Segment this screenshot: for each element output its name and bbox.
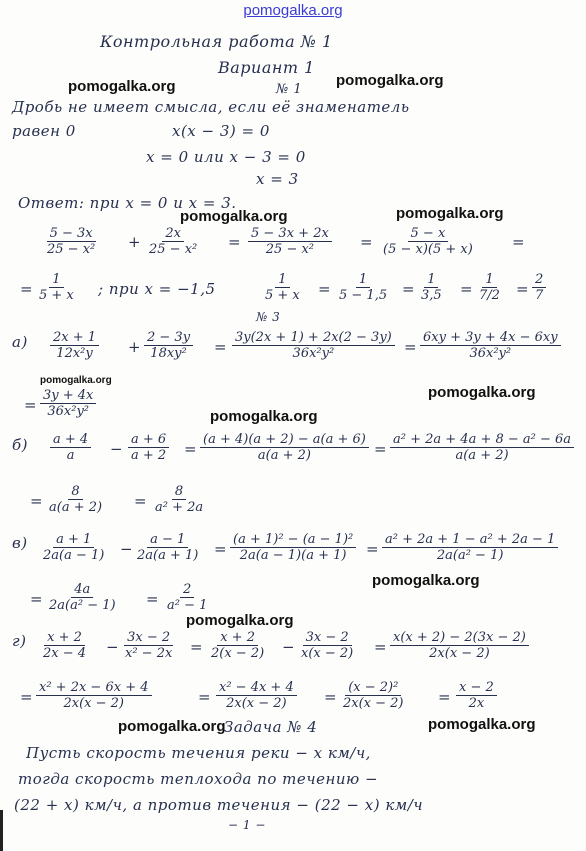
equals-sign: =	[460, 280, 473, 298]
task4-title: Задача № 4	[224, 718, 318, 736]
equals-sign: =	[214, 540, 227, 558]
watermark: pomogalka.org	[186, 612, 294, 629]
task1-line: равен 0	[12, 122, 76, 140]
equals-sign: =	[24, 396, 37, 414]
equals-sign: =	[374, 638, 387, 656]
equals-sign: =	[30, 492, 43, 510]
fraction: $\frac{3y + 4x}{\text{36x²y²}}$	[40, 388, 96, 419]
page-title: Контрольная работа № 1	[100, 32, 333, 51]
fraction: $\frac{1}{5 + x}$	[265, 272, 300, 303]
plus-sign: +	[128, 233, 141, 251]
fraction: $\frac{a - 1}{2a(a + 1)}$	[137, 532, 199, 563]
equals-sign: =	[20, 688, 33, 706]
minus-sign: −	[120, 540, 133, 558]
plus-sign: +	[128, 338, 141, 356]
fraction: $\frac{2}{\text{a² − 1}}$	[167, 582, 208, 613]
equals-sign: =	[404, 338, 417, 356]
equals-sign: =	[318, 280, 331, 298]
equals-sign: =	[30, 590, 43, 608]
minus-sign: −	[110, 440, 123, 458]
fraction: $\frac{6xy + 3y + 4x - 6xy}{\text{36x²y²}}$	[420, 330, 561, 361]
task1-equation: x = 0 или x − 3 = 0	[146, 148, 306, 166]
watermark: pomogalka.org	[210, 408, 318, 425]
watermark: pomogalka.org	[180, 208, 288, 225]
item-tag: г)	[12, 632, 27, 650]
page-number: − 1 −	[228, 818, 266, 832]
task1-equation: x(x − 3) = 0	[172, 122, 270, 140]
task1-equation: x = 3	[256, 170, 299, 188]
page-edge-mark	[0, 810, 3, 851]
fraction: $\frac{8}{\text{a² + 2a}}$	[155, 484, 204, 515]
watermark: pomogalka.org	[118, 718, 226, 735]
equals-sign: =	[360, 233, 373, 251]
fraction: $\frac{\text{(a + 1)² − (a − 1)²}}{2a(a - 1)(a + 1)}$	[230, 532, 356, 563]
item-tag: в)	[12, 534, 28, 552]
substitution-text: ; при x = −1,5	[98, 280, 216, 298]
equals-sign: =	[184, 440, 197, 458]
fraction: $\frac{5 - x}{(5 - x)(5 + x)}$	[383, 226, 473, 257]
equals-sign: =	[214, 338, 227, 356]
task-number: № 1	[276, 82, 303, 97]
item-tag: а)	[12, 333, 28, 351]
equals-sign: =	[366, 540, 379, 558]
fraction: $\frac{2 - 3y}{\text{18xy²}}$	[144, 330, 193, 361]
watermark: pomogalka.org	[336, 72, 444, 89]
fraction: $\frac{x + 2}{2(x - 2)}$	[211, 630, 265, 661]
task4-line: Пусть скорость течения реки − x км/ч,	[26, 744, 371, 762]
fraction: $\frac{\text{x² − 4x + 4}}{2x(x - 2)}$	[216, 680, 297, 711]
fraction: $\frac{5 - 3x + 2x}{\text{25 − x²}}$	[248, 226, 332, 257]
watermark: pomogalka.org	[428, 716, 536, 733]
fraction: $\frac{1}{7/2}$	[479, 272, 500, 303]
fraction: $\frac{\text{x² + 2x − 6x + 4}}{2x(x - 2)}$	[36, 680, 152, 711]
fraction: $\frac{2x + 1}{\text{12x²y}}$	[50, 330, 99, 361]
fraction: $\frac{\text{a² + 2a + 4a + 8 − a² − 6a}}{a(a + 2)}$	[390, 432, 574, 463]
fraction: $\frac{1}{3,5}$	[421, 272, 442, 303]
watermark: pomogalka.org	[428, 384, 536, 401]
fraction: $\frac{x(x + 2) - 2(3x - 2)}{2x(x - 2)}$	[390, 630, 529, 661]
fraction: $\frac{3x - 2}{x(x - 2)}$	[301, 630, 354, 661]
item-tag: б)	[12, 436, 29, 454]
minus-sign: −	[282, 638, 295, 656]
site-header-link[interactable]: pomogalka.org	[243, 2, 343, 19]
watermark: pomogalka.org	[40, 375, 112, 386]
equals-sign: =	[146, 590, 159, 608]
fraction: $\frac{3x - 2}{\text{x² − 2x}}$	[125, 630, 173, 661]
fraction: $\frac{\text{a² + 2a + 1 − a² + 2a − 1}}{\text{2a(a² − 1)}}$	[382, 532, 558, 563]
watermark: pomogalka.org	[68, 78, 176, 95]
task1-answer: Ответ: при x = 0 и x = 3.	[18, 194, 237, 212]
task4-line: тогда скорость теплохода по течению −	[18, 770, 379, 788]
task3-number: № 3	[256, 310, 281, 324]
equals-sign: =	[438, 688, 451, 706]
equals-sign: =	[512, 233, 525, 251]
fraction: $\frac{4a}{\text{2a(a² − 1)}}$	[49, 582, 116, 613]
equals-sign: =	[198, 688, 211, 706]
fraction: $\frac{2}{7}$	[532, 272, 546, 303]
watermark: pomogalka.org	[372, 572, 480, 589]
equals-sign: =	[190, 638, 203, 656]
fraction: $\frac{3y(2x + 1) + 2x(2 - 3y)}{\text{36x²y²}}$	[232, 330, 395, 361]
fraction: $\frac{\text{(x − 2)²}}{2x(x - 2)}$	[343, 680, 404, 711]
equals-sign: =	[402, 280, 415, 298]
equals-sign: =	[324, 688, 337, 706]
watermark: pomogalka.org	[396, 205, 504, 222]
equals-sign: =	[134, 492, 147, 510]
fraction: $\frac{1}{5 + x}$	[39, 272, 74, 303]
fraction: $\frac{a + 1}{2a(a - 1)}$	[43, 532, 105, 563]
fraction: $\frac{a + 4}{a}$	[50, 432, 91, 463]
task4-line: (22 + x) км/ч, а против течения − (22 − x) км/ч	[14, 796, 424, 814]
equals-sign: =	[516, 280, 529, 298]
fraction: $\frac{x + 2}{2x - 4}$	[43, 630, 87, 661]
variant-title: Вариант 1	[218, 58, 315, 77]
minus-sign: −	[106, 638, 119, 656]
fraction: $\frac{x - 2}{2x}$	[456, 680, 497, 711]
fraction: $\frac{(a + 4)(a + 2) - a(a + 6)}{a(a + 2)}$	[200, 432, 369, 463]
fraction: $\frac{2x}{\text{25 − x²}}$	[149, 226, 198, 257]
equals-sign: =	[20, 280, 33, 298]
equals-sign: =	[228, 233, 241, 251]
fraction: $\frac{a + 6}{a + 2}$	[128, 432, 169, 463]
fraction: $\frac{1}{5 - 1,5}$	[339, 272, 388, 303]
fraction: $\frac{8}{a(a + 2)}$	[49, 484, 103, 515]
equals-sign: =	[374, 440, 387, 458]
fraction: $\frac{5 - 3x}{\text{25 − x²}}$	[47, 226, 96, 257]
task1-line: Дробь не имеет смысла, если её знаменатель	[12, 98, 410, 116]
